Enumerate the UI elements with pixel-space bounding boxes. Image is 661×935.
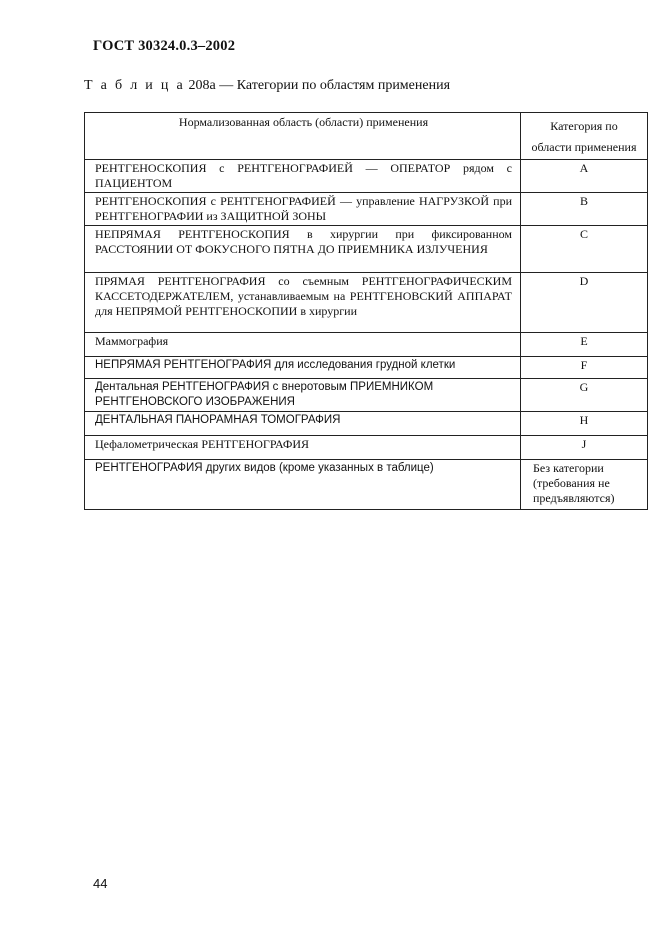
document-header: ГОСТ 30324.0.3–2002	[93, 38, 236, 54]
column-header-category-line2: области применения	[531, 140, 637, 154]
page-number: 44	[93, 876, 108, 891]
row-category: E	[521, 333, 648, 357]
row-area: Цефалометрическая РЕНТГЕНОГРАФИЯ	[85, 436, 521, 460]
table-row	[85, 460, 648, 510]
row-area: РЕНТГЕНОСКОПИЯ с РЕНТГЕНОГРАФИЕЙ — ОПЕРАТОР рядом с ПАЦИЕНТОМ	[85, 160, 521, 193]
table-row	[85, 379, 648, 412]
row-area: НЕПРЯМАЯ РЕНТГЕНОСКОПИЯ в хирургии при фиксированном РАССТОЯНИИ ОТ ФОКУСНОГО ПЯТНА ДО ПРИЕМНИКА ИЗЛУЧЕНИЯ	[85, 226, 521, 273]
row-area: Маммография	[85, 333, 521, 357]
table-caption-label: Т а б л и ц а	[84, 78, 185, 93]
row-area: РЕНТГЕНОСКОПИЯ с РЕНТГЕНОГРАФИЕЙ — управление НАГРУЗКОЙ при РЕНТГЕНОГРАФИИ из ЗАЩИТНОЙ ЗОНЫ	[85, 193, 521, 226]
table-row	[85, 193, 648, 226]
table-row	[85, 273, 648, 333]
column-header-area: Нормализованная область (области) применения	[85, 113, 521, 160]
row-category: J	[521, 436, 648, 460]
row-category: H	[521, 412, 648, 436]
table-caption	[84, 78, 450, 94]
row-category: C	[521, 226, 648, 273]
table-row	[85, 357, 648, 379]
table-row	[85, 226, 648, 273]
table-header-row	[85, 113, 648, 160]
column-header-category-line1: Категория по	[550, 119, 618, 133]
table-caption-title: 208а — Категории по областям применения	[184, 78, 451, 93]
row-area: НЕПРЯМАЯ РЕНТГЕНОГРАФИЯ для исследования грудной клетки	[85, 357, 521, 379]
application-categories-table	[84, 112, 648, 510]
row-category: D	[521, 273, 648, 333]
row-category: B	[521, 193, 648, 226]
row-area: ПРЯМАЯ РЕНТГЕНОГРАФИЯ со съемным РЕНТГЕНОГРАФИЧЕСКИМ КАССЕТОДЕРЖАТЕЛЕМ, устанавливаемым на РЕНТГЕНОВСКИЙ АППАРАТ для НЕПРЯМОЙ РЕНТГЕНОСКОПИИ в хирургии	[85, 273, 521, 333]
table-row	[85, 160, 648, 193]
row-area: Дентальная РЕНТГЕНОГРАФИЯ с внеротовым ПРИЕМНИКОМ РЕНТГЕНОВСКОГО ИЗОБРАЖЕНИЯ	[85, 379, 521, 412]
row-category: G	[521, 379, 648, 412]
row-category: F	[521, 357, 648, 379]
row-category: A	[521, 160, 648, 193]
row-category: Без категории (требования не предъявляются)	[521, 460, 648, 510]
table-row	[85, 436, 648, 460]
table-row	[85, 333, 648, 357]
row-area: РЕНТГЕНОГРАФИЯ других видов (кроме указанных в таблице)	[85, 460, 521, 510]
table-row	[85, 412, 648, 436]
row-area: ДЕНТАЛЬНАЯ ПАНОРАМНАЯ ТОМОГРАФИЯ	[85, 412, 521, 436]
column-header-category	[521, 113, 648, 160]
